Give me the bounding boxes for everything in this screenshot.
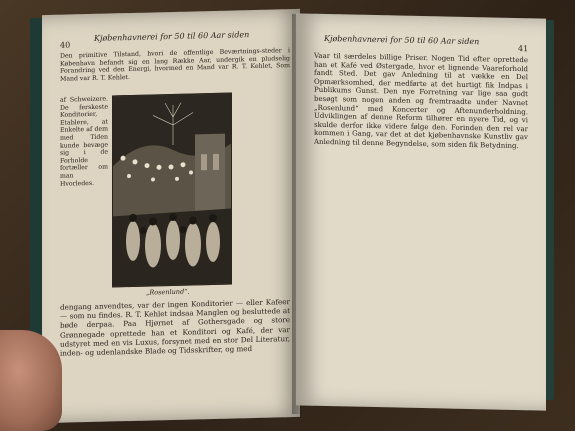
rosenlund-engraving: [112, 93, 232, 288]
hand: [0, 330, 62, 431]
left-page-header: Kjøbenhavnerei for 50 til 60 Aar siden: [94, 30, 250, 43]
left-top-text: Den primitive Tilstand, hvori de offentlige Beværtnings-steder i København befandt sig en lang Række Aar, undergik en pludselig Forandring ved den Energi, hvormed en Mand var R. T. Kehlet, Som Mand var R. T. Kehlet.: [60, 47, 290, 83]
right-page-header: Kjøbenhavnerei for 50 til 60 Aar siden: [324, 33, 480, 47]
engraving-illustration: [113, 94, 231, 287]
right-page-number: 41: [518, 44, 529, 54]
engraving-caption: „Rosenlund“.: [146, 287, 190, 297]
right-page-text: Vaar til særdeles billige Priser. Nogen Tid efter oprettede han et Kafé ved Østergade, hvor et lignende Vaareforhold fandt Sted. Det gav Anledning til at vække en Del Opmærksomhed, der medførte at det hurtigt fik Indpas i Publikums Gunst. Den nye Forretning var lige saa godt besøgt som nogen anden og fremtraadte under Navnet „Rosenlund“ med Koncerter og Aftenunderholdning. Udviklingen af denne Reform tilhører en nyere Tid, og vi skulde derfor ikke videre følge den. Forinden den rel var kommen i Gang, var det at det kjøbenhavnske Kunstliv gav Anledning til denne Begyndelse, som siden fik Betydning.: [314, 51, 528, 150]
left-page-number: 40: [60, 40, 71, 50]
left-page: [42, 9, 300, 423]
right-page: [296, 13, 546, 410]
left-side-text: af Schweizere. De ferskeste Konditorier, Etablere, at Enkelte af dem med Tiden kunde bevæge sig i de Forholde fortæller om man Hvorledes.: [60, 95, 108, 188]
left-bottom-text: dengang anvendtes, var der ingen Konditorier — eller Kafeer — som nu findes. R. T. Kehlet indsaa Manglen og besluttede at bøde derpaa. Paa Hjørnet af Gothersgade og store Grønnegade oprettede han et Konditori og Kafé, der var udstyret med en vis Luxus, forsynet med en stor Del Literatur, inden- og udenlandske Blade og Tidsskrifter, og med: [60, 297, 290, 358]
